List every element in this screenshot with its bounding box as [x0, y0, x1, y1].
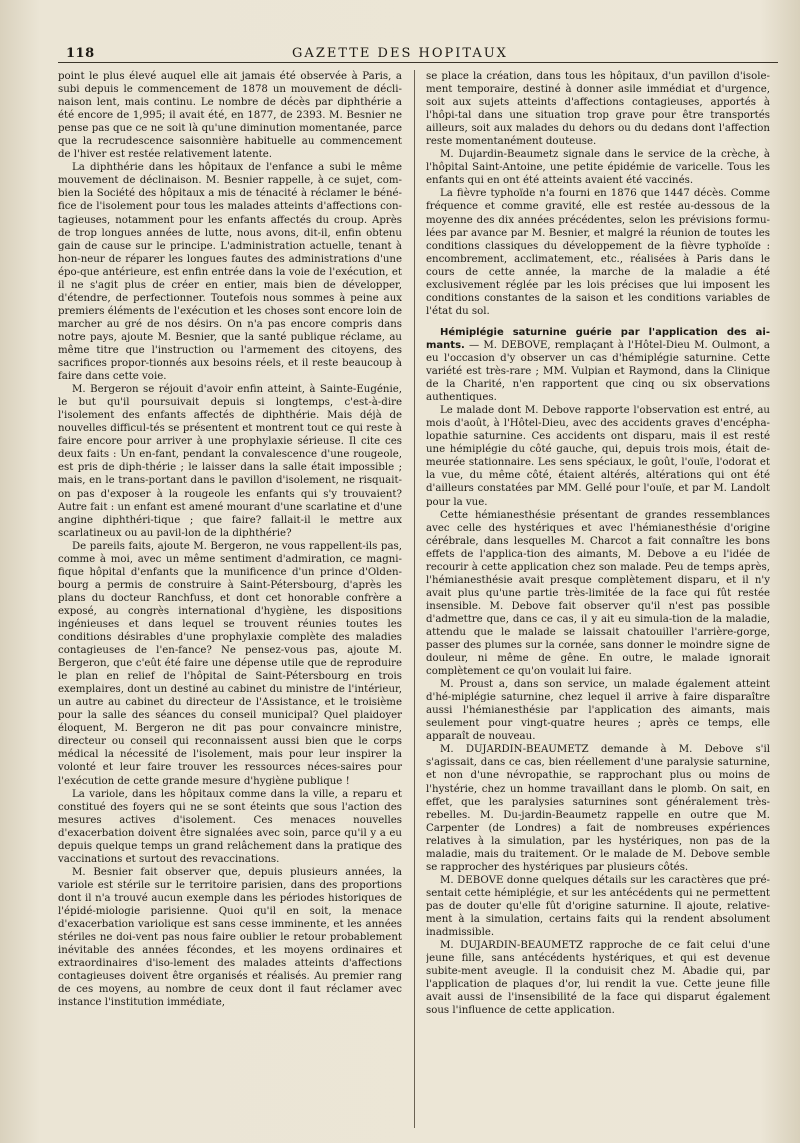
paragraph: M. Proust a, dans son service, un malade également atteint d'hé-miplégie saturnine, chez lequel il arrive à faire disparaître aussi l'hémianesthésie par l'application des aimants, mais seulement pour vingt-quatre heures ; après ce temps, elle apparaît de nouveau. [426, 679, 770, 743]
paragraph: La diphthérie dans les hôpitaux de l'enfance a subi le même mouvement de déclinaison. M. Besnier rappelle, à ce sujet, com-bien la Société des hôpitaux a mis de ténacité à réclamer le béné-fice de l'isolement pour tous les malades atteints d'affections con-tagieuses, notamment pour les enfants affectés du croup. Après de trop longues années de lutte, nous avons, dit-il, enfin obtenu gain de cause sur le principe. L'administration actuelle, tenant à hon-neur de réparer les longues fautes des administrations d'une épo-que antérieure, est enfin entrée dans la voie de l'exécution, et il ne s'agit plus de créer en entier, mais bien de développer, d'étendre, de perfectionner. Toutefois nous sommes à peine aux premiers éléments de l'exécution et les choses sont encore loin de marcher au gré de nos désirs. On n'a pas encore compris dans notre pays, ajoute M. Besnier, que la santé publique réclame, au même titre que l'instruction ou l'armement des citoyens, des sacrifices propor-tionnés aux besoins réels, et il reste beaucoup à faire dans cette voie. [58, 162, 402, 383]
right-column [426, 70, 770, 1132]
paragraph: M. Bergeron se réjouit d'avoir enfin atteint, à Sainte-Eugénie, le but qu'il poursuivait depuis si longtemps, c'est-à-dire l'isolement des enfants affectés de diphthérie. Mais déjà de nouvelles difficul-tés se présentent et montrent tout ce qui reste à faire encore pour arriver à une prophylaxie sérieuse. Il cite ces deux faits : Un en-fant, pendant la convalescence d'une rougeole, est pris de diph-thérie ; le laisser dans la salle était impossible ; mais, en le trans-portant dans le pavillon d'isolement, ne risquait-on pas d'exposer à la rougeole les enfants qui s'y trouvaient? Autre fait : un enfant est amené mourant d'une scarlatine et d'une angine diphthéri-tique ; que faire? fallait-il le mettre aux scarlatineux ou au pavil-lon de la diphthérie? [58, 384, 402, 539]
paragraph: M. DUJARDIN-BEAUMETZ rapproche de ce fait celui d'une jeune fille, sans antécédents hystériques, et qui est devenue subite-ment aveugle. Il la conduisit chez M. Abadie qui, par l'application de plaques d'or, lui rendit la vue. Cette jeune fille avait aussi de l'insensibilité de la face qui disparut également sous l'influence de cette application. [426, 940, 770, 1017]
header-rule [58, 62, 778, 63]
paragraph: M. DEBOVE donne quelques détails sur les caractères que pré-sentait cette hémiplégie, et sur les antécédents qui ne permettent pas de douter qu'elle fût d'origine saturnine. Il ajoute, relative-ment à la simulation, certains faits qui la rendent absolument inadmissible. [426, 874, 770, 939]
column-divider [414, 70, 415, 1128]
paragraph: La fièvre typhoïde n'a fourni en 1876 que 1447 décès. Comme fréquence et comme gravité, elle est restée au-dessous de la moyenne des dix années précédentes, selon les prévisions formu-lées par avance par M. Besnier, et malgré la réunion de toutes les conditions classiques du développement de la fièvre typhoïde : encombrement, acclimatement, etc., réalisées à Paris dans le cours de cette année, la marche de la maladie a été exclusivement réglée par les lois précises que lui imposent les conditions constantes de la saison et les conditions variables de l'état du sol. [426, 188, 770, 317]
left-column [58, 70, 402, 1132]
paragraph: Cette hémianesthésie présentant de grandes ressemblances avec celle des hystériques et avec l'hémianesthésie d'origine cérébrale, dans lesquelles M. Charcot a fait connaître les bons effets de l'applica-tion des aimants, M. Debove a eu l'idée de recourir à cette application chez son malade. Peu de temps après, l'hémianesthésie avait presque complètement disparu, et il n'y avait plus qu'une partie très-limitée de la face qui fût restée insensible. M. Debove fait observer qu'il n'est pas possible d'admettre que, dans ce cas, il y ait eu simula-tion de la maladie, attendu que le malade se laissait chatouiller l'arrière-gorge, passer des plumes sur la cornée, sans donner le moindre signe de douleur, ni même de gêne. En outre, le malade ignorait complètement ce qu'on voulait lui faire. [426, 509, 770, 678]
section-heading: Hémiplégie saturnine guérie par l'application des ai-mants. [426, 326, 770, 351]
paragraph: De pareils faits, ajoute M. Bergeron, ne vous rappellent-ils pas, comme à moi, avec un même sentiment d'admiration, ce magni-fique hôpital d'enfants que la munificence d'un prince d'Olden-bourg a permis de construire à Saint-Pétersbourg, d'après les plans du docteur Ranchfuss, et dont cet honorable confrère a exposé, au congrès international d'hygiène, les dispositions ingénieuses et dans lequel se trouvent réunies toutes les conditions désirables d'une prophylaxie complète des maladies contagieuses de l'en-fance? Ne pensez-vous pas, ajoute M. Bergeron, que c'eût été faire une dépense utile que de reproduire le plan en relief de l'hôpital de Saint-Pétersbourg en trois exemplaires, dont un destiné au cabinet du ministre de l'intérieur, un autre au cabinet du directeur de l'Assistance, et le troisième pour la salle des séances du conseil municipal? Quel plaidoyer éloquent, M. Bergeron ne dit pas pour convaincre ministre, directeur ou conseil qui reconnaissent aussi bien que le corps médical la nécessité de l'isolement, mais pour leur inspirer la volonté et leur faire trouver les ressources néces-saires pour l'exécution de cette grande mesure d'hygiène publique ! [58, 540, 402, 787]
page-number: 118 [66, 46, 95, 61]
section-heading-tail: — M. DEBOVE, remplaçant à l'Hôtel-Dieu M. Oulmont, a eu l'occasion d'y observer un cas d'hémiplégie saturnine. Cette variété est très-rare ; MM. Vulpian et Raymond, dans la Clinique de la Charité, n'en rapportent que cinq ou six observations authentiques. [426, 339, 770, 404]
paragraph: La variole, dans les hôpitaux comme dans la ville, a reparu et constitué des foyers qui ne se sont éteints que sous l'action des mesures actives d'isolement. Ces menaces nouvelles d'exacerbation doivent être signalées avec soin, parce qu'il y a eu depuis quelque temps un grand relâchement dans la pratique des vaccinations et surtout des revaccinations. [58, 788, 402, 865]
paragraph: M. Besnier fait observer que, depuis plusieurs années, la variole est stérile sur le territoire parisien, dans des proportions dont il n'a trouvé aucun exemple dans les périodes historiques de l'épidé-miologie parisienne. Quoi qu'il en soit, la menace d'exacerbation variolique est sans cesse imminente, et les années stériles ne doi-vent pas nous faire oublier le retour probablement inévitable des années fécondes, et les moyens ordinaires et extraordinaires d'iso-lement des malades atteints d'affections contagieuses doivent être organisés et réalisés. Au premier rang de ces moyens, au nombre de ceux dont il faut réclamer avec instance l'institution immédiate, [58, 866, 402, 1009]
paragraph: point le plus élevé auquel elle ait jamais été observée à Paris, a subi depuis le commencement de 1878 un mouvement de décli-naison lent, mais continu. Le nombre de décès par diphthérie a été encore de 1,995; il avait été, en 1877, de 2393. M. Besnier ne pense pas que ce ne soit là qu'une diminution momentanée, parce que la recrudescence saisonnière habituelle au commencement de l'hiver est restée relativement latente. [58, 71, 402, 161]
running-title: GAZETTE DES HOPITAUX [292, 46, 508, 61]
section-lead [426, 326, 770, 404]
paragraph: M. DUJARDIN-BEAUMETZ demande à M. Debove s'il s'agissait, dans ce cas, bien réellement d'une paralysie saturnine, et non d'une névropathie, se rapprochant plus ou moins de l'hystérie, chez un homme travaillant dans le plomb. On sait, en effet, que les paralysies saturnines sont généralement très-rebelles. M. Du-jardin-Beaumetz rappelle en outre que M. Carpenter (de Londres) a fait de nombreuses expériences relatives à la simulation, par les hystériques, non pas de la maladie, mais du traitement. Or le malade de M. Debove semble se rapprocher des hystériques par plusieurs côtés. [426, 744, 770, 873]
paragraph: se place la création, dans tous les hôpitaux, d'un pavillon d'isole-ment temporaire, destiné à donner asile immédiat et d'urgence, soit aux sujets atteints d'affections contagieuses, apportés à l'hôpi-tal dans une situation trop grave pour être transportés ailleurs, soit aux malades du dehors ou du dedans dont l'affection reste momentanément douteuse. [426, 71, 770, 148]
paragraph: M. Dujardin-Beaumetz signale dans le service de la crèche, à l'hôpital Saint-Antoine, une petite épidémie de varicelle. Tous les enfants qui en ont été atteints avaient été vaccinés. [426, 149, 770, 187]
paragraph: Le malade dont M. Debove rapporte l'observation est entré, au mois d'août, à l'Hôtel-Dieu, avec des accidents graves d'encépha-lopathie saturnine. Ces accidents ont disparu, mais il est resté une hémiplégie du côté gauche, qui, depuis trois mois, était de-meurée stationnaire. Les sens spéciaux, le goût, l'ouïe, l'odorat et la vue, du même côté, étaient altérés, altérations qui ont été d'ailleurs constatées par MM. Gellé pour l'ouïe, et par M. Landolt pour la vue. [426, 405, 770, 508]
